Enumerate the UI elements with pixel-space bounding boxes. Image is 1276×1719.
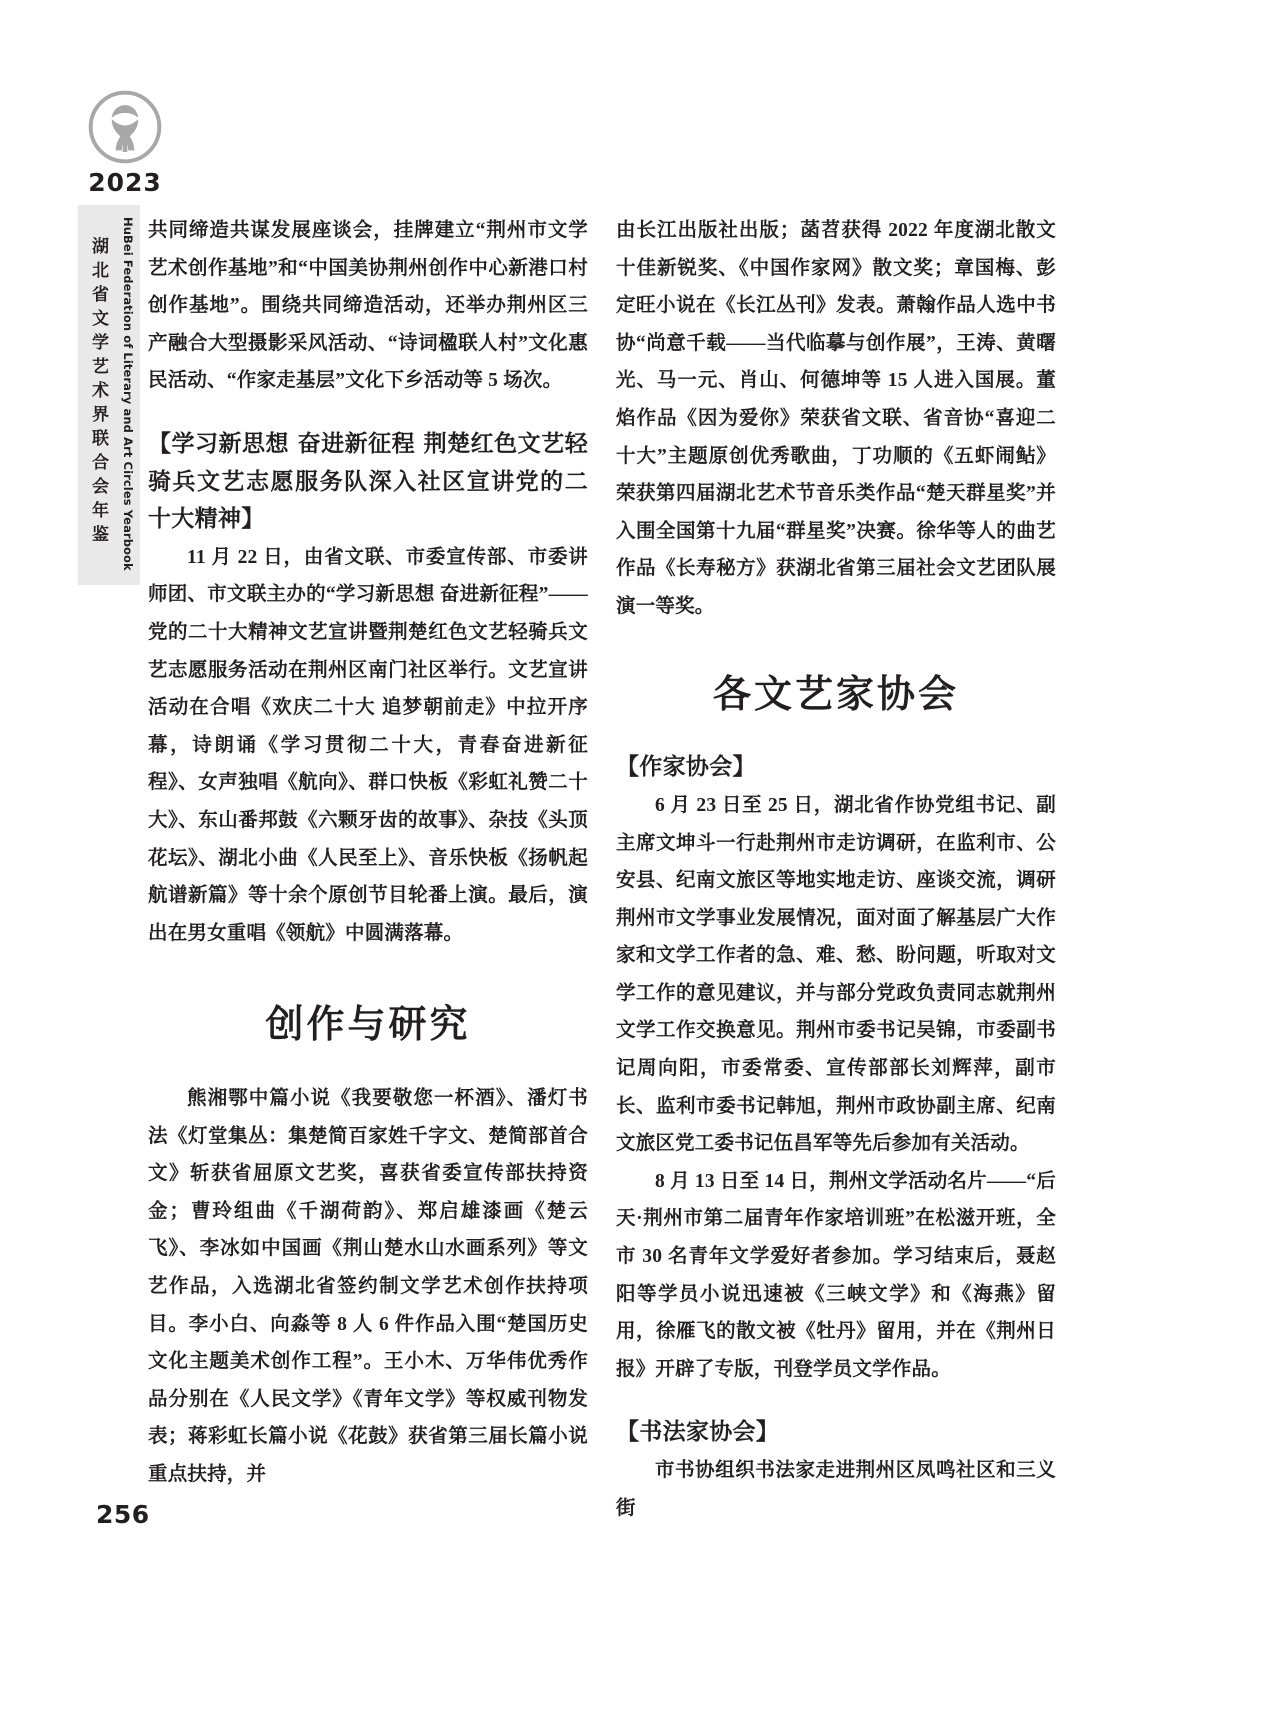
paragraph-calligraphy-community: 市书协组织书法家走进荆州区凤鸣社区和三义街 <box>616 1460 1056 1519</box>
paragraph-nov22-event: 11 月 22 日，由省文联、市委宣传部、市委讲师团、市文联主办的“学习新思想 奋进新征程”——党的二十大精神文艺宣讲暨荆楚红色文艺轻骑兵文艺志愿服务活动在荆州区南门社区举行。文艺宣讲活动在合唱《欢庆二十大 追梦朝前走》中拉开序幕，诗朗诵《学习贯彻二十大，青春奋进新征程》、女声独唱《航向》、群口快板《彩虹礼赞二十大》、东山番邦鼓《六颗牙齿的故事》、杂技《头顶花坛》、湖北小曲《人民至上》、音乐快板《扬帆起航谱新篇》等十余个原创节目轮番上演。最后，演出在男女重唱《领航》中圆满落幕。 <box>148 546 588 944</box>
paragraph-august-training: 8 月 13 日至 14 日，荆州文学活动名片——“后天·荆州市第二届青年作家培训班”在松滋开班，全市 30 名青年文学爱好者参加。学习结束后，聂赵阳等学员小说迅速被《三峡文学》和《海燕》留用，徐雁飞的散文被《牡丹》留用，并在《荆州日报》开辟了专版，刊登学员文学作品。 <box>616 1170 1056 1380</box>
bracket-heading-writers-association: 【作家协会】 <box>616 754 756 781</box>
publication-year: 2023 <box>88 168 162 197</box>
page-number: 256 <box>96 1500 150 1529</box>
bracket-heading-study-new-thought: 【学习新思想 奋进新征程 荆楚红色文艺轻骑兵文艺志愿服务队深入社区宣讲党的二十大精神】 <box>148 430 588 533</box>
vertical-side-tab <box>78 205 140 585</box>
paragraph-june-survey: 6 月 23 日至 25 日，湖北省作协党组书记、副主席文坤斗一行赴荆州市走访调研，在监利市、公安县、纪南文旅区等地实地走访、座谈交流，调研荆州市文学事业发展情况，面对面了解基层广大作家和文学工作者的急、难、愁、盼问题，听取对文学工作的意见建议，并与部分党政负责同志就荆州文学工作交换意见。荆州市委书记吴锦，市委副书记周向阳，市委常委、宣传部部长刘辉萍，副市长、监利市委书记韩旭，荆州市政协副主席、纪南文旅区党工委书记伍昌军等先后参加有关活动。 <box>616 794 1056 1155</box>
right-text-column <box>616 212 1056 1527</box>
paragraph-continued: 共同缔造共谋发展座谈会，挂牌建立“荆州市文学艺术创作基地”和“中国美协荆州创作中心新港口村创作基地”。围绕共同缔造活动，还举办荆州区三产融合大型摄影采风活动、“诗词楹联人村”文化惠民活动、“作家走基层”文化下乡活动等 5 场次。 <box>148 220 588 392</box>
section-heading-art-associations: 各文艺家协会 <box>712 671 959 716</box>
section-heading-creation-and-research: 创作与研究 <box>265 1002 471 1047</box>
paragraph-works-and-awards: 熊湘鄂中篇小说《我要敬您一杯酒》、潘灯书法《灯堂集丛：集楚简百家姓千字文、楚简部首合文》斩获省屈原文艺奖，喜获省委宣传部扶持资金；曹玲组曲《千湖荷韵》、郑启雄漆画《楚云飞》、李冰如中国画《荆山楚水山水画系列》等文艺作品，入选湖北省签约制文学艺术创作扶持项目。李小白、向淼等 8 人 6 件作品入围“楚国历史文化主题美术创作工程”。王小木、万华伟优秀作品分别在《人民文学》《青年文学》等权威刊物发表；蒋彩虹长篇小说《花鼓》获省第三届长篇小说重点扶持，并 <box>148 1088 588 1486</box>
paragraph-continued-right: 由长江出版社出版；菡苕获得 2022 年度湖北散文十佳新锐奖、《中国作家网》散文奖；章国梅、彭定旺小说在《长江丛刊》发表。萧翰作品人选中书协“尚意千载——当代临摹与创作展”，王涛、黄曙光、马一元、肖山、何德坤等 15 人进入国展。董焰作品《因为爱你》荣获省文联、省音协“喜迎二十大”主题原创优秀歌曲，丁功顺的《五虾闹鲇》荣获第四届湖北艺术节音乐类作品“楚天群星奖”并入围全国第十九届“群星奖”决赛。徐华等人的曲艺作品《长寿秘方》获湖北省第三届社会文艺团队展演一等奖。 <box>616 220 1056 617</box>
side-tab-english-title: HuBei Federation of Literary and Art Circles Yearbook <box>121 217 135 571</box>
side-tab-chinese-title: 湖北省文学艺术界联合会年鉴 <box>88 237 108 549</box>
hubei-federation-emblem-icon <box>86 88 164 166</box>
bracket-heading-calligraphers-association: 【书法家协会】 <box>616 1419 780 1446</box>
publication-logo-block <box>70 88 180 195</box>
left-text-column <box>148 212 588 1494</box>
